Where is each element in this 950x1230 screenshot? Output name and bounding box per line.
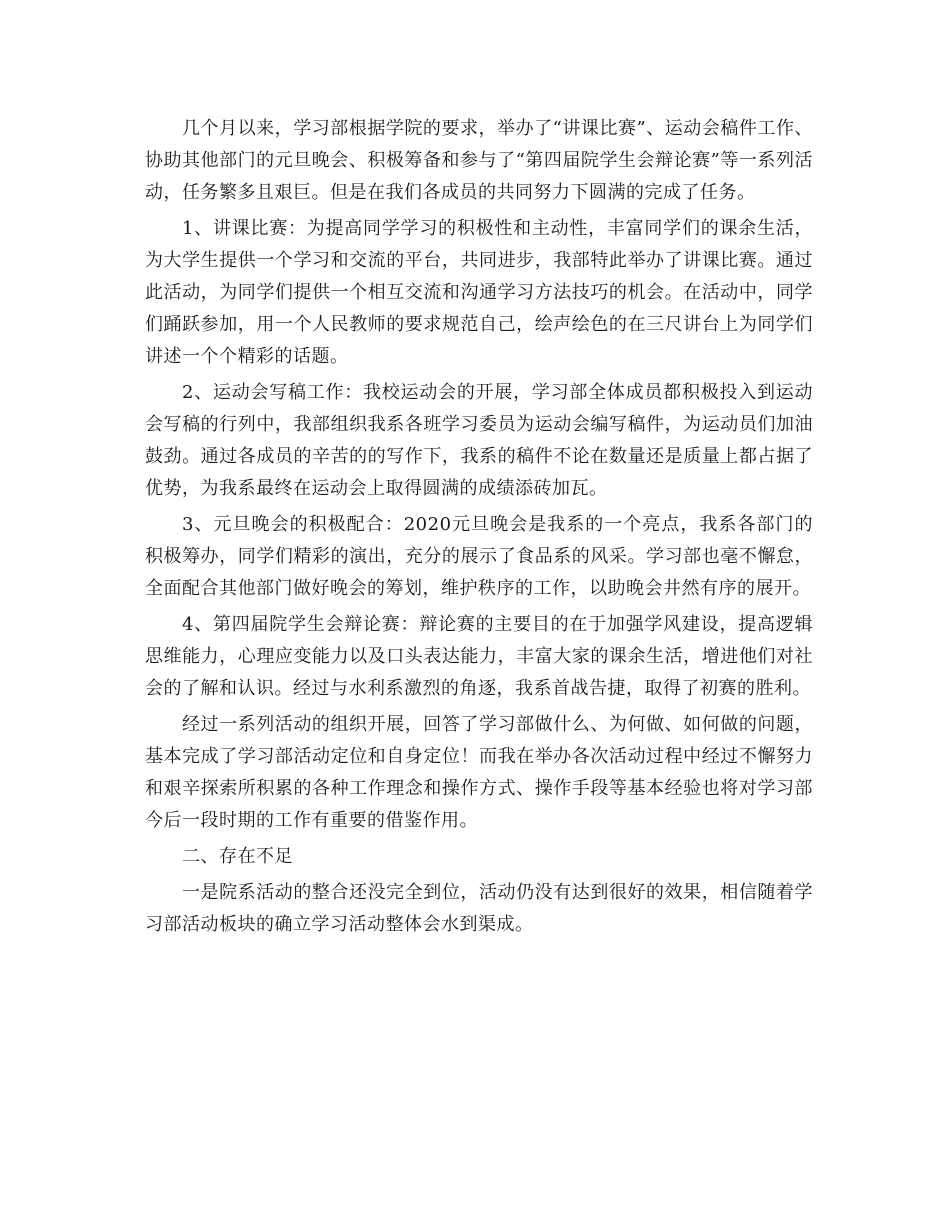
debate-contest-paragraph: 4、第四届院学生会辩论赛：辩论赛的主要目的在于加强学风建设，提高逻辑思维能力，心理应变能力以及口头表达能力，丰富大家的课余生活，增进他们对社会的了解和认识。经过与水利系激烈的角逐，我系首战告捷，取得了初赛的胜利。 [145,614,813,699]
sports-meet-writing-paragraph: 2、运动会写稿工作：我校运动会的开展，学习部全体成员都积极投入到运动会写稿的行列中，我部组织我系各班学习委员为运动会编写稿件，为运动员们加油鼓劲。通过各成员的辛苦的的写作下，我系的稿件不论在数量还是质量上都占据了优势，为我系最终在运动会上取得圆满的成绩添砖加瓦。 [145,382,813,499]
shortcoming-paragraph: 一是院系活动的整合还没完全到位，活动仍没有达到很好的效果，相信随着学习部活动板块的确立学习活动整体会水到渠成。 [145,882,813,935]
intro-paragraph: 几个月以来，学习部根据学院的要求，举办了“讲课比赛”、运动会稿件工作、协助其他部门的元旦晚会、积极筹备和参与了“第四届院学生会辩论赛”等一系列活动，任务繁多且艰巨。但是在我们各成员的共同努力下圆满的完成了任务。 [145,118,813,203]
summary-paragraph: 经过一系列活动的组织开展，回答了学习部做什么、为何做、如何做的问题，基本完成了学习部活动定位和自身定位！而我在举办各次活动过程中经过不懈努力和艰辛探索所积累的各种工作理念和操作方式、操作手段等基本经验也将对学习部今后一段时期的工作有重要的借鉴作用。 [145,714,813,831]
new-year-gala-paragraph: 3、元旦晚会的积极配合：2020元旦晚会是我系的一个亮点，我系各部门的积极筹办，同学们精彩的演出，充分的展示了食品系的风采。学习部也毫不懈怠，全面配合其他部门做好晚会的筹划，维护秩序的工作，以助晚会井然有序的展开。 [145,514,813,599]
lecture-contest-paragraph: 1、讲课比赛：为提高同学学习的积极性和主动性，丰富同学们的课余生活，为大学生提供一个学习和交流的平台，共同进步，我部特此举办了讲课比赛。通过此活动，为同学们提供一个相互交流和沟通学习方法技巧的机会。在活动中，同学们踊跃参加，用一个人民教师的要求规范自己，绘声绘色的在三尺讲台上为同学们讲述一个个精彩的话题。 [145,218,813,367]
document-body [145,113,813,945]
section-heading-shortcomings: 二、存在不足 [182,846,293,867]
